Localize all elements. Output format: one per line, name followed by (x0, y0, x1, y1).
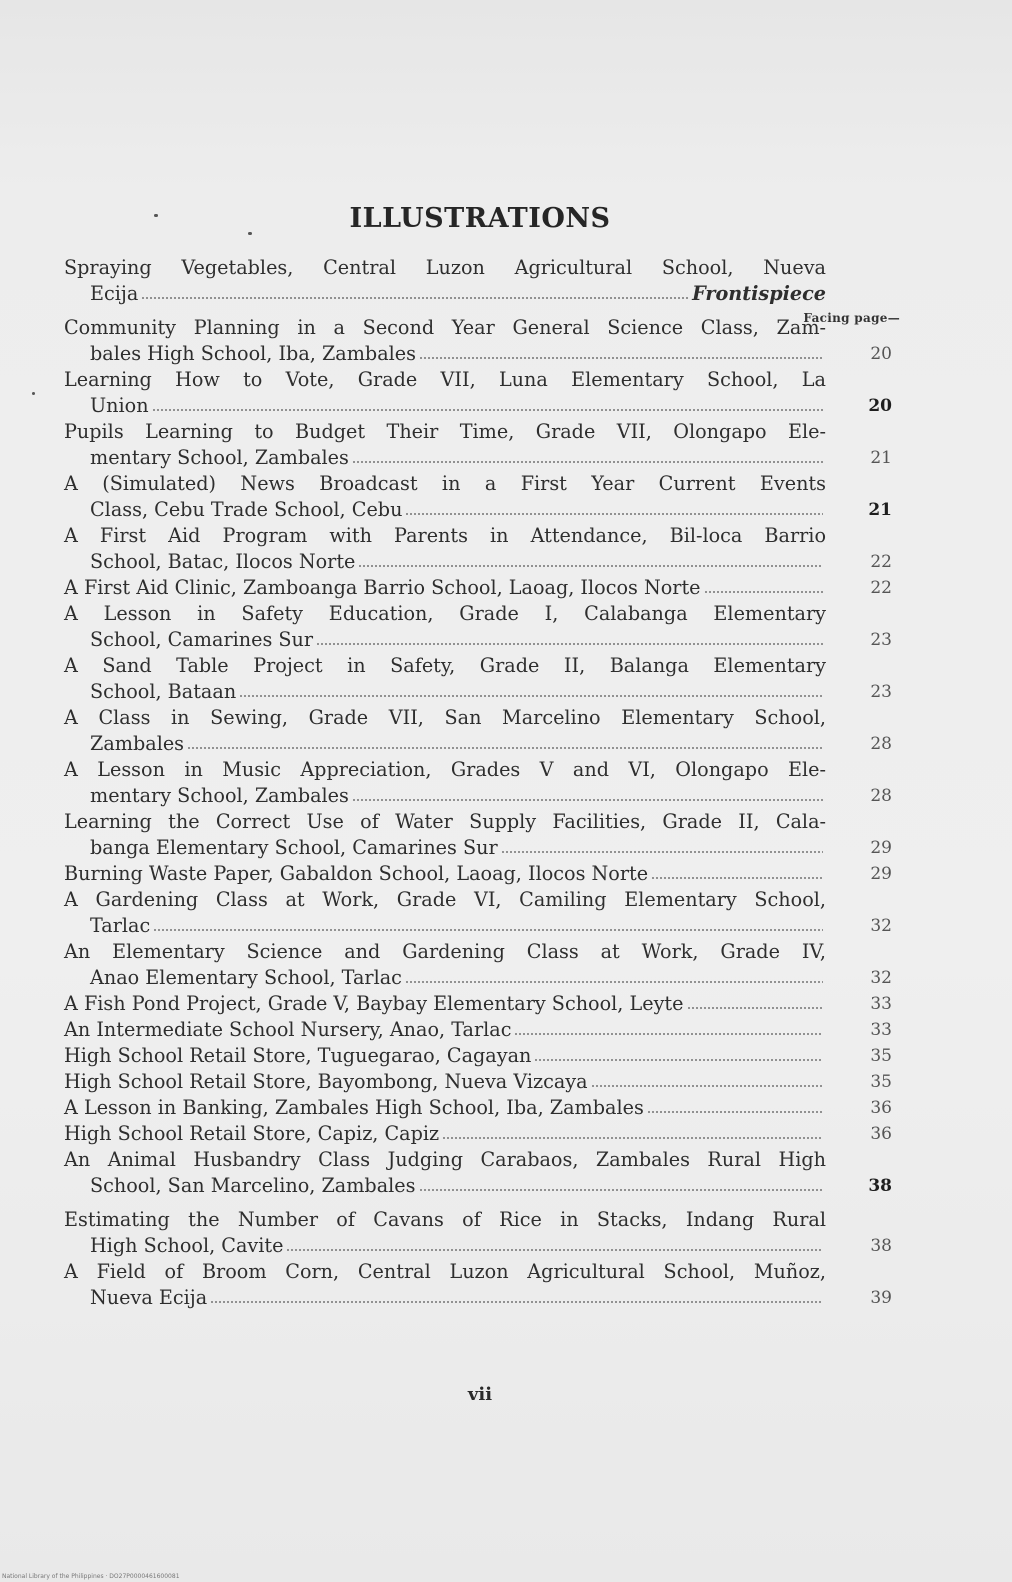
entry-title-end: Anao Elementary School, Tarlac (90, 966, 402, 989)
dot-leader (352, 460, 823, 464)
entry-title-end: School, Bataan (90, 680, 237, 703)
entry-title-line: A Gardening Class at Work, Grade VI, Camiling Elementary School, (64, 888, 826, 911)
list-item (64, 887, 904, 939)
page-ref: 32 (870, 968, 892, 988)
page-ref: 33 (870, 994, 892, 1014)
list-item (64, 757, 904, 809)
list-item (64, 1043, 904, 1069)
page-ref: 23 (870, 682, 892, 702)
library-footer: National Library of the Philippines · DO27P0000461600081 (2, 1573, 180, 1580)
entry-title-line (64, 1121, 826, 1147)
entry-title-continuation (64, 393, 826, 419)
ink-speck (154, 214, 158, 217)
dot-leader (647, 1110, 823, 1114)
dot-leader (591, 1084, 823, 1088)
entry-title-continuation (64, 281, 826, 307)
dot-leader (405, 980, 823, 984)
entry-title: High School Retail Store, Tuguegarao, Cagayan (64, 1044, 532, 1067)
dot-leader (210, 1300, 823, 1304)
list-item (64, 1095, 904, 1121)
entry-title-line (64, 991, 826, 1017)
page-ref: 21 (870, 448, 892, 468)
entry-title-end: mentary School, Zambales (90, 784, 349, 807)
entry-title-end: mentary School, Zambales (90, 446, 349, 469)
entry-title-line: Learning How to Vote, Grade VII, Luna Elementary School, La (64, 368, 826, 391)
entry-title: High School Retail Store, Bayombong, Nueva Vizcaya (64, 1070, 588, 1093)
page-ref: 38 (870, 1236, 892, 1256)
entry-title-end: School, Camarines Sur (90, 628, 314, 651)
entry-title-continuation (64, 783, 826, 809)
list-item (64, 419, 904, 471)
page-ref: 33 (870, 1020, 892, 1040)
list-item (64, 1121, 904, 1147)
entry-title-line: A Sand Table Project in Safety, Grade II, Balanga Elementary (64, 654, 826, 677)
entry-title-line: A (Simulated) News Broadcast in a First Year Current Events (64, 472, 826, 495)
list-item (64, 1069, 904, 1095)
entry-title: A First Aid Clinic, Zamboanga Barrio School, Laoag, Ilocos Norte (64, 576, 701, 599)
entry-title-line: A First Aid Program with Parents in Attendance, Bil-loca Barrio (64, 524, 826, 547)
dot-leader (704, 590, 823, 594)
dot-leader (152, 408, 823, 412)
page-ref: 35 (870, 1072, 892, 1092)
page-ref: 32 (870, 916, 892, 936)
list-item (64, 367, 904, 419)
dot-leader (352, 798, 823, 802)
entry-title-continuation (64, 913, 826, 939)
page-number: vii (467, 1384, 493, 1405)
entry-title-line (64, 1095, 826, 1121)
entry-title-line: A Field of Broom Corn, Central Luzon Agricultural School, Muñoz, (64, 1260, 826, 1283)
dot-leader (405, 512, 823, 516)
list-item (64, 1259, 904, 1311)
dot-leader (651, 876, 823, 880)
list-item (64, 939, 904, 991)
entry-title-end: Tarlac (90, 914, 151, 937)
entry-title-end: School, Batac, Ilocos Norte (90, 550, 356, 573)
list-item (64, 523, 904, 575)
dot-leader (286, 1248, 823, 1252)
list-item (64, 1207, 904, 1259)
list-item (64, 1017, 904, 1043)
list-item (64, 809, 904, 861)
ink-speck (248, 232, 252, 235)
dot-leader (239, 694, 823, 698)
list-item (64, 861, 904, 887)
entry-title-continuation (64, 679, 826, 705)
entry-title-line: Learning the Correct Use of Water Supply Facilities, Grade II, Cala- (64, 810, 826, 833)
dot-leader (534, 1058, 823, 1062)
page-ref: 22 (870, 552, 892, 572)
page-ref: 29 (870, 838, 892, 858)
entry-title: An Intermediate School Nursery, Anao, Tarlac (64, 1018, 512, 1041)
entry-title-continuation (64, 549, 826, 575)
entry-title-continuation (64, 1173, 826, 1199)
list-item (64, 601, 904, 653)
dot-leader (501, 850, 823, 854)
page-ref: 20 (868, 396, 892, 416)
page-ref: 36 (870, 1124, 892, 1144)
dot-leader (419, 356, 823, 360)
list-item (64, 705, 904, 757)
entry-title-end: School, San Marcelino, Zambales (90, 1174, 416, 1197)
entry-title-line: A Lesson in Music Appreciation, Grades V and VI, Olongapo Ele- (64, 758, 826, 781)
entry-title-end: banga Elementary School, Camarines Sur (90, 836, 498, 859)
page-ref: 36 (870, 1098, 892, 1118)
entry-title-line: An Animal Husbandry Class Judging Carabaos, Zambales Rural High (64, 1148, 826, 1171)
page-ref: 38 (868, 1176, 892, 1196)
entry-title-line (64, 1069, 826, 1095)
entry-title-end: bales High School, Iba, Zambales (90, 342, 416, 365)
entry-title-end: Zambales (90, 732, 185, 755)
entry-title-continuation (64, 731, 826, 757)
page-ref: 22 (870, 578, 892, 598)
page-ref: 29 (870, 864, 892, 884)
dot-leader (187, 746, 823, 750)
page-ref: 23 (870, 630, 892, 650)
page-ref: 20 (870, 344, 892, 364)
list-item (64, 471, 904, 523)
entry-title-end: Class, Cebu Trade School, Cebu (90, 498, 403, 521)
entry-title-continuation (64, 341, 826, 367)
entry-title-continuation (64, 1285, 826, 1311)
entry-title-end: High School, Cavite (90, 1234, 284, 1257)
entry-title-line: Estimating the Number of Cavans of Rice in Stacks, Indang Rural (64, 1208, 826, 1231)
page-ref: Frontispiece (692, 282, 826, 305)
entry-title-line (64, 1017, 826, 1043)
entry-title-line: A Class in Sewing, Grade VII, San Marcelino Elementary School, (64, 706, 826, 729)
entry-title-continuation (64, 627, 826, 653)
entry-title-continuation (64, 445, 826, 471)
entry-title: A Fish Pond Project, Grade V, Baybay Elementary School, Leyte (64, 992, 684, 1015)
dot-leader (141, 296, 689, 300)
list-item (64, 1147, 904, 1199)
list-item (64, 255, 904, 307)
list-item (64, 575, 904, 601)
entry-title-end: Ecija (90, 282, 139, 305)
dot-leader (153, 928, 823, 932)
entry-title-line: An Elementary Science and Gardening Class at Work, Grade IV, (64, 940, 826, 963)
entry-title-continuation (64, 835, 826, 861)
entry-title-line: A Lesson in Safety Education, Grade I, Calabanga Elementary (64, 602, 826, 625)
entry-title: A Lesson in Banking, Zambales High School, Iba, Zambales (64, 1096, 644, 1119)
illustrations-list (64, 255, 904, 1311)
entry-title: High School Retail Store, Capiz, Capiz (64, 1122, 440, 1145)
page-ref: 35 (870, 1046, 892, 1066)
dot-leader (442, 1136, 823, 1140)
entry-title-end: Union (90, 394, 149, 417)
page-ref: 28 (870, 786, 892, 806)
entry-title-line: Community Planning in a Second Year General Science Class, Zam- (64, 316, 826, 339)
entry-title-end: Nueva Ecija (90, 1286, 208, 1309)
entry-title-continuation (64, 1233, 826, 1259)
entry-title-line (64, 1043, 826, 1069)
dot-leader (419, 1188, 824, 1192)
entry-title-line (64, 861, 826, 887)
page-ref: 28 (870, 734, 892, 754)
entry-title-line (64, 575, 826, 601)
entry-title-continuation (64, 497, 826, 523)
list-item (64, 315, 904, 367)
page-ref: 21 (868, 500, 892, 520)
list-item (64, 991, 904, 1017)
entry-title: Burning Waste Paper, Gabaldon School, Laoag, Ilocos Norte (64, 862, 649, 885)
dot-leader (514, 1032, 823, 1036)
dot-leader (316, 642, 823, 646)
margin-speck (32, 392, 35, 395)
facing-page-label: Facing page— (803, 311, 900, 325)
entry-title-line: Spraying Vegetables, Central Luzon Agricultural School, Nueva (64, 256, 826, 279)
dot-leader (358, 564, 823, 568)
entry-title-continuation (64, 965, 826, 991)
list-item (64, 653, 904, 705)
page-ref: 39 (870, 1288, 892, 1308)
page-title: ILLUSTRATIONS (349, 203, 611, 234)
entry-title-line: Pupils Learning to Budget Their Time, Grade VII, Olongapo Ele- (64, 420, 826, 443)
dot-leader (687, 1006, 824, 1010)
